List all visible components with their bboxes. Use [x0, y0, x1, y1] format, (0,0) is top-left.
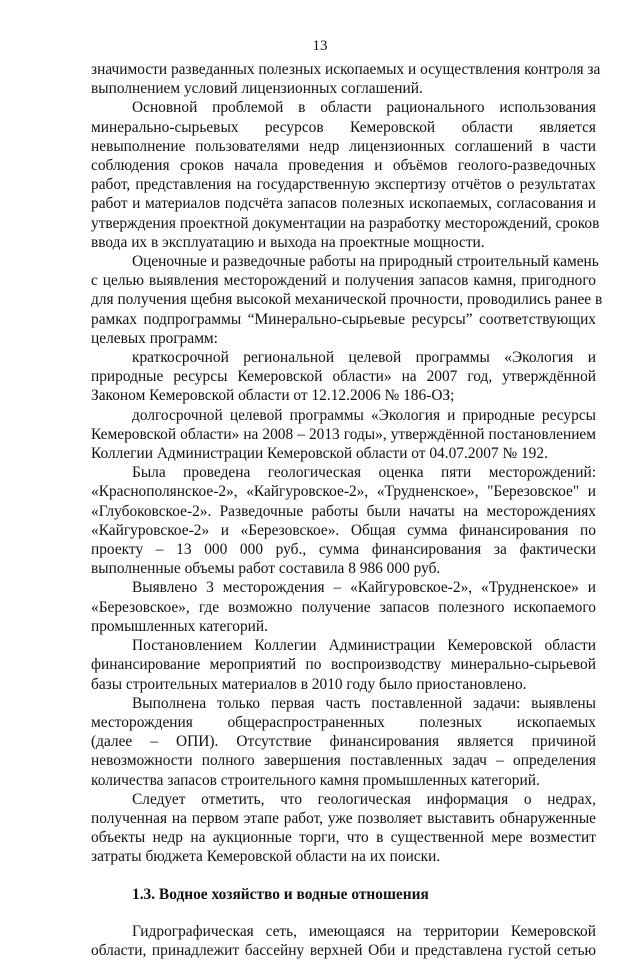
text-line: природные ресурсы Кемеровской области» на 2007 год, утверждённой — [91, 368, 596, 386]
text-line: Выполнена только первая часть поставленной задачи: выявлены — [132, 694, 596, 712]
text-line: объекты недр на аукционные торги, что в существенной мере возместит — [91, 829, 596, 847]
text-line: месторождения общераспространенных полезных ископаемых — [91, 713, 596, 731]
text-line: «Краснополянское-2», «Кайгуровское-2», «Трудненское», "Березовское" и — [91, 483, 596, 501]
text-line: Была проведена геологическая оценка пяти месторождений: — [132, 464, 596, 482]
paragraph — [91, 348, 596, 406]
paragraph — [91, 790, 596, 867]
text-line: рамках подпрограммы “Минерально-сырьевые ресурсы” соответствующих — [91, 310, 596, 328]
paragraph — [91, 252, 603, 348]
text-line: с целью выявления месторождений и получения запасов камня, пригодного — [91, 272, 596, 290]
text-line: невозможности полного завершения поставленных задач – определения — [91, 752, 596, 770]
paragraphs — [91, 60, 603, 867]
final-paragraph — [91, 922, 596, 960]
paragraph — [91, 636, 596, 694]
text-line: выполнением условий лицензионных соглашений. — [91, 80, 423, 98]
paragraph — [91, 98, 600, 252]
text-line: области, принадлежит бассейну верхней Оби и представлена густой сетью — [91, 941, 596, 959]
text-line: соблюдения сроков начала проведения и объёмов геолого-разведочных — [91, 157, 596, 175]
text-line: для получения щебня высокой механической прочности, проводились ранее в — [91, 291, 603, 309]
text-line: Постановлением Коллегии Администрации Кемеровской области — [132, 637, 596, 655]
paragraph — [91, 60, 601, 98]
text-line: Гидрографическая сеть, имеющаяся на территории Кемеровской — [132, 922, 596, 940]
text-line: невыполнение пользователями недр лицензионных соглашений в части — [91, 137, 596, 155]
text-line: выполненные объемы работ составила 8 986 000 руб. — [91, 560, 441, 578]
text-line: полученная на первом этапе работ, уже позволяет выставить обнаруженные — [91, 809, 596, 827]
text-line: Следует отметить, что геологическая информация о недрах, — [132, 790, 596, 808]
text-line: «Кайгуровское-2» и «Березовское». Общая сумма финансирования по — [91, 521, 596, 539]
text-line: количества запасов строительного камня промышленных категорий. — [91, 771, 540, 789]
text-line: «Березовское», где возможно получение запасов полезного ископаемого — [91, 598, 596, 616]
text-line: базы строительных материалов в 2010 году было приостановлено. — [91, 675, 527, 693]
text-line: ввода их в эксплуатацию и выхода на проектные мощности. — [91, 233, 485, 251]
text-line: промышленных категорий. — [91, 617, 269, 635]
paragraph — [91, 694, 596, 790]
text-line: Выявлено 3 месторождения – «Кайгуровское-2», «Трудненское» и — [132, 579, 596, 597]
text-line: Законом Кемеровской области от 12.12.2006 № 186-ОЗ; — [91, 387, 455, 405]
text-line: целевых программ: — [91, 329, 218, 347]
text-line: (далее – ОПИ). Отсутствие финансирования является причиной — [91, 733, 596, 751]
text-line: Оценочные и разведочные работы на природный строительный камень — [132, 253, 599, 271]
text-line: долгосрочной целевой программы «Экология и природные ресурсы — [132, 406, 596, 424]
page-number: 13 — [312, 38, 328, 54]
text-line: затраты бюджета Кемеровской области на их поиски. — [91, 848, 441, 866]
paragraph — [91, 406, 596, 464]
text-line: Кемеровской области» на 2008 – 2013 годы», утверждённой постановлением — [91, 425, 596, 443]
section-heading: 1.3. Водное хозяйство и водные отношения — [132, 885, 429, 903]
text-line: минерально-сырьевых ресурсов Кемеровской области является — [91, 118, 596, 136]
text-line: работ, представления на государственную экспертизу отчётов о результатах — [91, 176, 596, 194]
text-line: проекту – 13 000 000 руб., сумма финансирования за фактически — [91, 541, 596, 559]
text-line: Основной проблемой в области рационального использования — [132, 99, 596, 117]
text-line: краткосрочной региональной целевой программы «Экология и — [132, 349, 596, 367]
text-line: работ и материалов подсчёта запасов полезных ископаемых, согласования и — [91, 195, 596, 213]
text-line: финансирование мероприятий по воспроизводству минерально-сырьевой — [91, 656, 596, 674]
text-line: утверждения проектной документации на разработку месторождений, сроков — [91, 214, 600, 232]
text-line: значимости разведанных полезных ископаемых и осуществления контроля за — [91, 61, 601, 78]
paragraph — [91, 578, 596, 636]
paragraph — [91, 922, 596, 960]
text-line: Коллегии Администрации Кемеровской области от 04.07.2007 № 192. — [91, 445, 548, 463]
paragraph — [91, 463, 596, 578]
text-line: «Глубоковское-2». Разведочные работы были начаты на месторождениях — [91, 502, 596, 520]
body-text — [91, 60, 603, 960]
